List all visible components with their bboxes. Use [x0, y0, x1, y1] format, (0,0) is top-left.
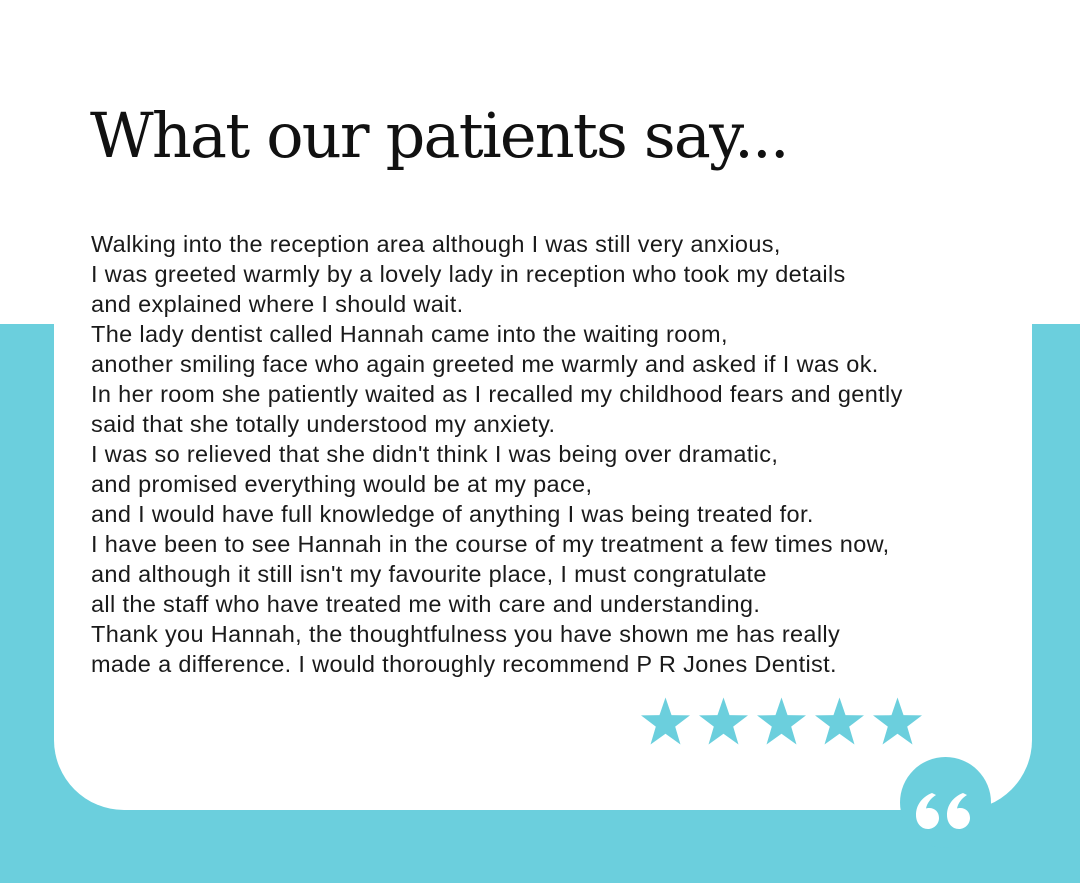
- review-line: and although it still isn't my favourite place, I must congratulate: [91, 561, 767, 587]
- star-icon: [872, 696, 923, 746]
- review-line: made a difference. I would thoroughly recommend P R Jones Dentist.: [91, 651, 837, 677]
- review-line: and explained where I should wait.: [91, 291, 464, 317]
- star-rating: [640, 696, 923, 746]
- review-line: In her room she patiently waited as I recalled my childhood fears and gently: [91, 381, 903, 407]
- star-icon: [814, 696, 865, 746]
- star-icon: [756, 696, 807, 746]
- review-line: Thank you Hannah, the thoughtfulness you have shown me has really: [91, 621, 841, 647]
- review-line: and I would have full knowledge of anything I was being treated for.: [91, 501, 814, 527]
- review-line: I was greeted warmly by a lovely lady in reception who took my details: [91, 261, 846, 287]
- review-line: all the staff who have treated me with care and understanding.: [91, 591, 761, 617]
- quote-icon: [900, 757, 991, 848]
- review-line: and promised everything would be at my pace,: [91, 471, 593, 497]
- quote-badge: [900, 757, 991, 848]
- review-line: said that she totally understood my anxiety.: [91, 411, 556, 437]
- star-icon: [698, 696, 749, 746]
- review-line: another smiling face who again greeted me warmly and asked if I was ok.: [91, 351, 879, 377]
- star-icon: [640, 696, 691, 746]
- review-line: Walking into the reception area although I was still very anxious,: [91, 231, 781, 257]
- review-line: I have been to see Hannah in the course of my treatment a few times now,: [91, 531, 890, 557]
- review-line: The lady dentist called Hannah came into the waiting room,: [91, 321, 728, 347]
- review-line: I was so relieved that she didn't think I was being over dramatic,: [91, 441, 779, 467]
- review-text: [91, 229, 1021, 679]
- page-title: What our patients say...: [90, 99, 788, 172]
